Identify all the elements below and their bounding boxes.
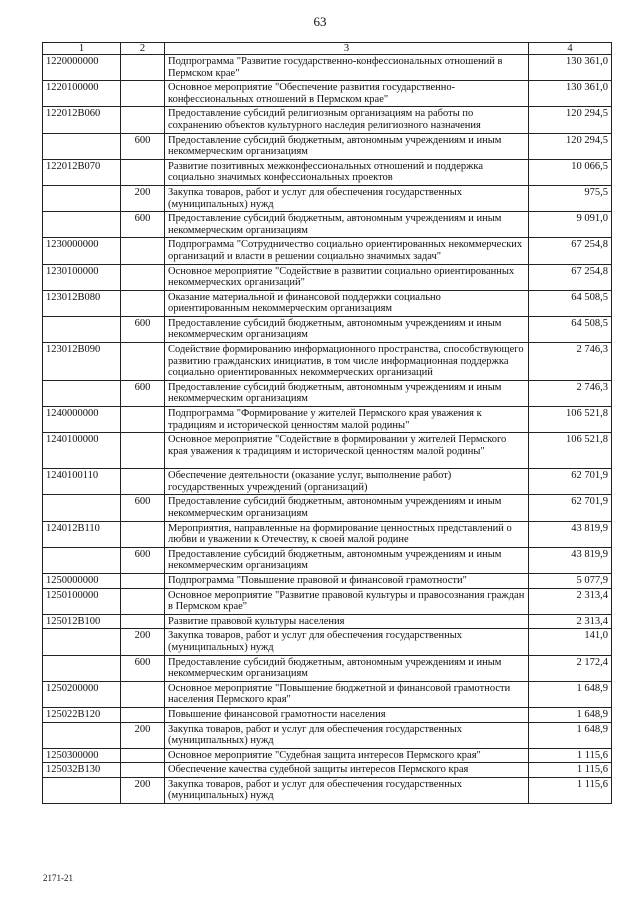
column-header-2: 2 [121,43,165,55]
row-amount: 10 066,5 [529,159,612,185]
row-expense-type [121,264,165,290]
row-amount: 62 701,9 [529,469,612,495]
table-row [43,547,612,573]
row-description: Подпрограмма "Формирование у жителей Пермского края уважения к традициям и исторической ценностям малой родины" [165,407,529,433]
row-expense-type: 600 [121,212,165,238]
column-header-4: 4 [529,43,612,55]
row-description: Развитие правовой культуры населения [165,614,529,629]
row-amount: 43 819,9 [529,547,612,573]
row-expense-type [121,433,165,469]
table-row [43,133,612,159]
row-description: Подпрограмма "Повышение правовой и финансовой грамотности" [165,573,529,588]
row-description: Закупка товаров, работ и услуг для обеспечения государственных (муниципальных) нужд [165,629,529,655]
row-expense-type [121,81,165,107]
table-row [43,722,612,748]
row-code: 125032В130 [43,763,121,778]
page-number: 63 [313,14,327,29]
row-amount: 1 648,9 [529,681,612,707]
row-code: 1250000000 [43,573,121,588]
row-description: Предоставление субсидий религиозным организациям на работы по сохранению объектов культурного наследия религиозного назначения [165,107,529,133]
table-row [43,655,612,681]
row-code [43,722,121,748]
row-description: Предоставление субсидий бюджетным, автономным учреждениям и иным некоммерческим организациям [165,380,529,406]
row-code: 1220000000 [43,55,121,81]
row-code: 124012В110 [43,521,121,547]
table-row [43,212,612,238]
row-expense-type [121,588,165,614]
row-expense-type: 600 [121,495,165,521]
row-description: Закупка товаров, работ и услуг для обеспечения государственных (муниципальных) нужд [165,185,529,211]
row-description: Закупка товаров, работ и услуг для обеспечения государственных (муниципальных) нужд [165,777,529,803]
table-row [43,614,612,629]
row-description: Подпрограмма "Сотрудничество социально ориентированных некоммерческих организаций и власти в решении социально значимых задач" [165,238,529,264]
table-row [43,316,612,342]
row-code [43,212,121,238]
row-code [43,777,121,803]
row-description: Закупка товаров, работ и услуг для обеспечения государственных (муниципальных) нужд [165,722,529,748]
row-code: 122012В070 [43,159,121,185]
row-amount: 2 746,3 [529,343,612,381]
table-row [43,343,612,381]
table-row [43,264,612,290]
row-expense-type [121,407,165,433]
row-description: Мероприятия, направленные на формирование ценностных представлений о любви и уважении к Отечеству, к своей малой родине [165,521,529,547]
row-description: Основное мероприятие "Содействие в развитии социально ориентированных некоммерческих организаций" [165,264,529,290]
row-amount: 9 091,0 [529,212,612,238]
row-description: Обеспечение качества судебной защиты интересов Пермского края [165,763,529,778]
row-amount: 64 508,5 [529,290,612,316]
row-code: 122012В060 [43,107,121,133]
row-code: 1250100000 [43,588,121,614]
row-expense-type [121,614,165,629]
row-amount: 1 648,9 [529,707,612,722]
row-amount: 64 508,5 [529,316,612,342]
table-row [43,588,612,614]
table-row [43,380,612,406]
row-expense-type: 600 [121,316,165,342]
row-amount: 67 254,8 [529,264,612,290]
row-description: Оказание материальной и финансовой поддержки социально ориентированным некоммерческим организациям [165,290,529,316]
row-amount: 1 115,6 [529,748,612,763]
row-code: 1250300000 [43,748,121,763]
row-code: 125012В100 [43,614,121,629]
row-expense-type: 600 [121,133,165,159]
table-row [43,433,612,469]
row-code: 1240000000 [43,407,121,433]
row-code [43,380,121,406]
row-expense-type: 600 [121,547,165,573]
row-amount: 67 254,8 [529,238,612,264]
table-row [43,707,612,722]
row-expense-type [121,681,165,707]
row-amount: 5 077,9 [529,573,612,588]
row-expense-type [121,343,165,381]
row-description: Предоставление субсидий бюджетным, автономным учреждениям и иным некоммерческим организациям [165,547,529,573]
row-description: Предоставление субсидий бюджетным, автономным учреждениям и иным некоммерческим организациям [165,655,529,681]
row-amount: 2 313,4 [529,588,612,614]
table-body [43,55,612,804]
table-row [43,629,612,655]
row-description: Предоставление субсидий бюджетным, автономным учреждениям и иным некоммерческим организациям [165,495,529,521]
row-expense-type [121,55,165,81]
row-code [43,655,121,681]
row-code [43,629,121,655]
row-description: Содействие формированию информационного пространства, способствующего развитию гражданских инициатив, в том числе информационная поддержка социально ориентированных некоммерческих организаций [165,343,529,381]
row-expense-type [121,573,165,588]
row-expense-type: 200 [121,629,165,655]
row-description: Предоставление субсидий бюджетным, автономным учреждениям и иным некоммерческим организациям [165,212,529,238]
row-description: Обеспечение деятельности (оказание услуг, выполнение работ) государственных учреждений (организаций) [165,469,529,495]
row-amount: 120 294,5 [529,107,612,133]
table-header-row [43,43,612,55]
row-amount: 2 746,3 [529,380,612,406]
row-expense-type [121,107,165,133]
row-expense-type: 600 [121,380,165,406]
row-description: Развитие позитивных межконфессиональных отношений и поддержка социально значимых конфессиональных проектов [165,159,529,185]
row-amount: 1 115,6 [529,763,612,778]
table-row [43,763,612,778]
table-row [43,290,612,316]
row-amount: 2 313,4 [529,614,612,629]
row-description: Предоставление субсидий бюджетным, автономным учреждениям и иным некоммерческим организациям [165,133,529,159]
row-amount: 106 521,8 [529,407,612,433]
table-row [43,407,612,433]
row-expense-type [121,707,165,722]
row-expense-type [121,469,165,495]
row-amount: 130 361,0 [529,81,612,107]
row-description: Основное мероприятие "Судебная защита интересов Пермского края" [165,748,529,763]
column-header-1: 1 [43,43,121,55]
row-code: 123012В090 [43,343,121,381]
row-amount: 62 701,9 [529,495,612,521]
row-code [43,547,121,573]
row-amount: 141,0 [529,629,612,655]
row-code: 123012В080 [43,290,121,316]
row-expense-type [121,159,165,185]
row-expense-type [121,748,165,763]
table-row [43,81,612,107]
row-code: 1230100000 [43,264,121,290]
row-expense-type [121,763,165,778]
table-row [43,238,612,264]
row-description: Основное мероприятие "Содействие в формировании у жителей Пермского края уважения к традициям и исторической ценностям малой родины" [165,433,529,469]
budget-table [42,42,612,804]
row-code: 1230000000 [43,238,121,264]
row-expense-type [121,238,165,264]
table-row [43,573,612,588]
row-description: Основное мероприятие "Развитие правовой культуры и правосознания граждан в Пермском крае" [165,588,529,614]
row-code: 1220100000 [43,81,121,107]
table-row [43,748,612,763]
row-amount: 130 361,0 [529,55,612,81]
row-code [43,185,121,211]
row-amount: 106 521,8 [529,433,612,469]
table-row [43,107,612,133]
table-row [43,681,612,707]
document-footer-code: 2171-21 [43,873,73,883]
row-expense-type: 200 [121,722,165,748]
table-row [43,495,612,521]
table-row [43,521,612,547]
row-code: 1240100000 [43,433,121,469]
row-code [43,316,121,342]
row-code: 1240100110 [43,469,121,495]
row-code [43,495,121,521]
column-header-3: 3 [165,43,529,55]
row-amount: 1 648,9 [529,722,612,748]
table-row [43,185,612,211]
row-description: Основное мероприятие "Повышение бюджетной и финансовой грамотности населения Пермского края" [165,681,529,707]
table-row [43,55,612,81]
table-row [43,777,612,803]
row-expense-type [121,521,165,547]
row-expense-type: 200 [121,777,165,803]
row-code: 1250200000 [43,681,121,707]
row-expense-type: 600 [121,655,165,681]
row-amount: 975,5 [529,185,612,211]
row-amount: 120 294,5 [529,133,612,159]
row-amount: 43 819,9 [529,521,612,547]
table-row [43,469,612,495]
row-code [43,133,121,159]
row-code: 125022В120 [43,707,121,722]
row-amount: 1 115,6 [529,777,612,803]
row-amount: 2 172,4 [529,655,612,681]
row-expense-type [121,290,165,316]
row-description: Повышение финансовой грамотности населения [165,707,529,722]
table-row [43,159,612,185]
row-expense-type: 200 [121,185,165,211]
row-description: Подпрограмма "Развитие государственно-конфессиональных отношений в Пермском крае" [165,55,529,81]
row-description: Предоставление субсидий бюджетным, автономным учреждениям и иным некоммерческим организациям [165,316,529,342]
row-description: Основное мероприятие "Обеспечение развития государственно-конфессиональных отношений в Пермском крае" [165,81,529,107]
